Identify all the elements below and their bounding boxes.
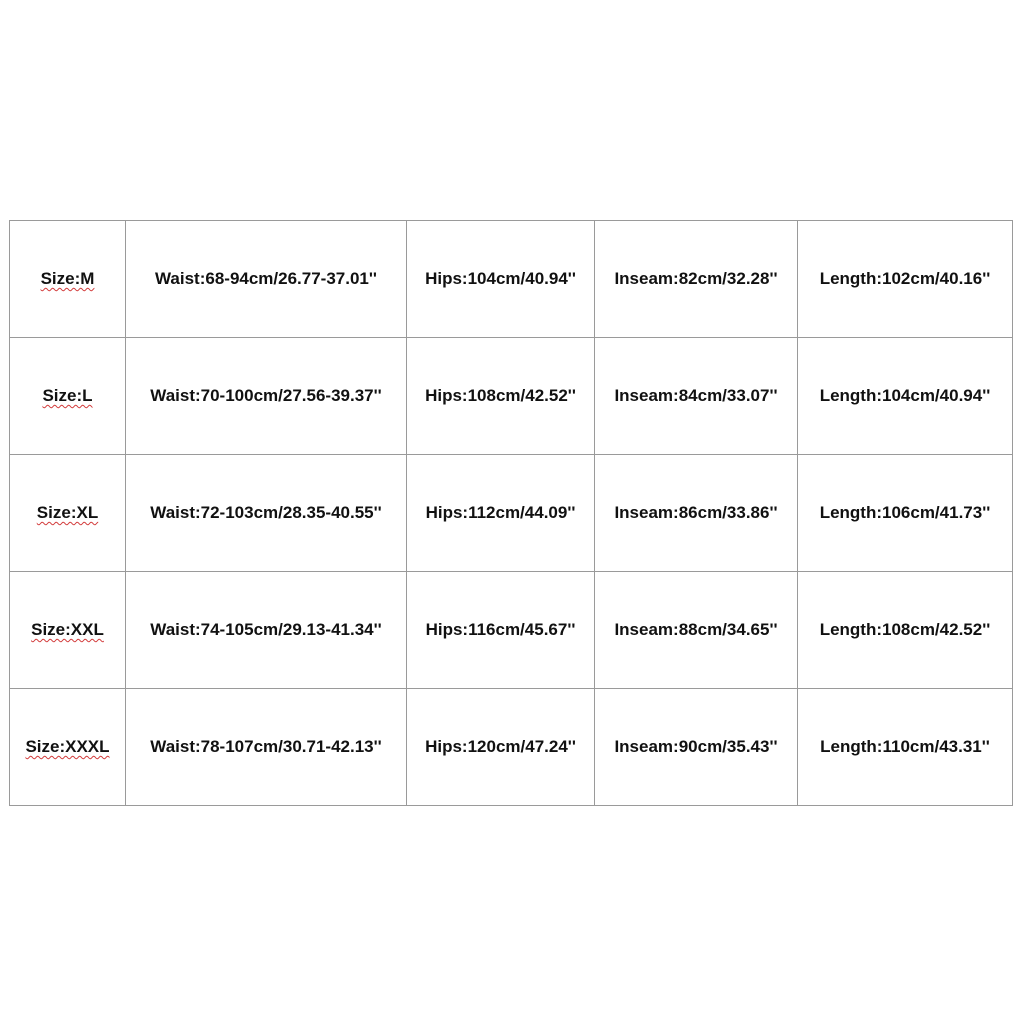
hips-cell: Hips:108cm/42.52''	[407, 338, 595, 455]
inseam-cell: Inseam:86cm/33.86''	[595, 455, 798, 572]
size-cell	[10, 572, 126, 689]
inseam-cell: Inseam:84cm/33.07''	[595, 338, 798, 455]
hips-cell: Hips:104cm/40.94''	[407, 221, 595, 338]
length-cell: Length:102cm/40.16''	[798, 221, 1013, 338]
table-row	[10, 338, 1013, 455]
size-label: Size:XL	[36, 503, 99, 522]
waist-cell: Waist:68-94cm/26.77-37.01''	[126, 221, 407, 338]
table-row	[10, 221, 1013, 338]
inseam-cell: Inseam:90cm/35.43''	[595, 689, 798, 806]
inseam-cell: Inseam:82cm/32.28''	[595, 221, 798, 338]
length-cell: Length:110cm/43.31''	[798, 689, 1013, 806]
length-cell: Length:104cm/40.94''	[798, 338, 1013, 455]
size-label: Size:M	[40, 269, 95, 288]
length-cell: Length:106cm/41.73''	[798, 455, 1013, 572]
waist-cell: Waist:78-107cm/30.71-42.13''	[126, 689, 407, 806]
length-cell: Length:108cm/42.52''	[798, 572, 1013, 689]
inseam-cell: Inseam:88cm/34.65''	[595, 572, 798, 689]
hips-cell: Hips:120cm/47.24''	[407, 689, 595, 806]
size-cell	[10, 221, 126, 338]
size-cell	[10, 338, 126, 455]
size-label: Size:XXXL	[25, 737, 110, 756]
size-cell	[10, 455, 126, 572]
table-row	[10, 572, 1013, 689]
hips-cell: Hips:112cm/44.09''	[407, 455, 595, 572]
waist-cell: Waist:70-100cm/27.56-39.37''	[126, 338, 407, 455]
size-cell	[10, 689, 126, 806]
waist-cell: Waist:74-105cm/29.13-41.34''	[126, 572, 407, 689]
hips-cell: Hips:116cm/45.67''	[407, 572, 595, 689]
size-label: Size:L	[42, 386, 93, 405]
waist-cell: Waist:72-103cm/28.35-40.55''	[126, 455, 407, 572]
size-label: Size:XXL	[31, 620, 104, 639]
table-row	[10, 455, 1013, 572]
table-row	[10, 689, 1013, 806]
size-chart-table	[9, 220, 1013, 806]
